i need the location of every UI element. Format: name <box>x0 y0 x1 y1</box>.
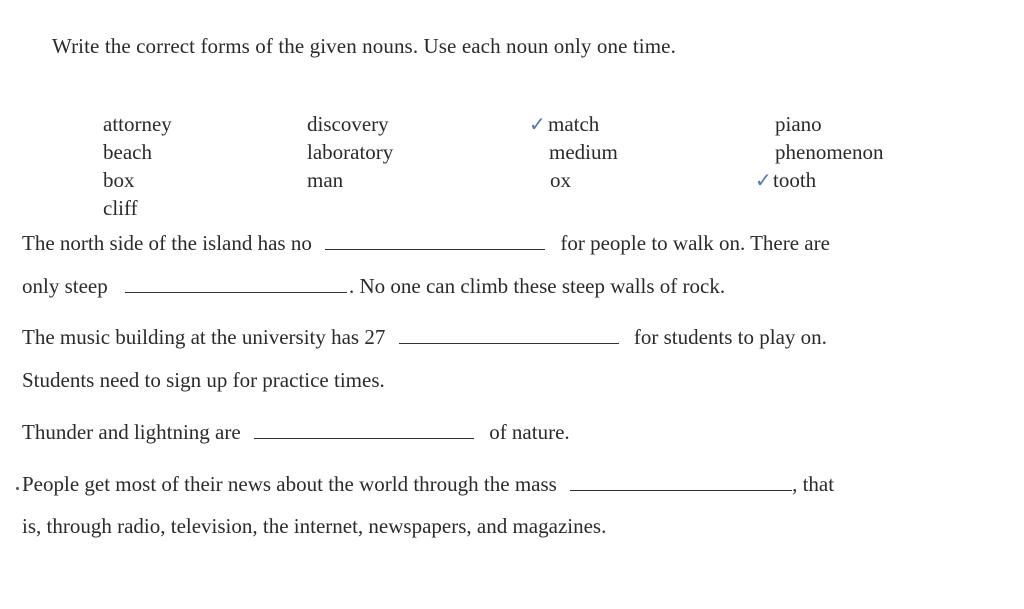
answer-blank[interactable] <box>125 274 347 293</box>
word-box: box <box>103 168 135 192</box>
sentence-1-line-1 <box>22 229 830 257</box>
word-tooth: tooth <box>773 168 817 192</box>
sentence-text: for people to walk on. There are <box>560 231 830 255</box>
sentence-text: is, through radio, television, the internet, newspapers, and magazines. <box>22 514 607 538</box>
word-discovery: discovery <box>307 112 389 136</box>
sentence-text: Thunder and lightning are <box>22 420 241 444</box>
word-match: match <box>548 112 600 136</box>
answer-blank[interactable] <box>325 231 545 250</box>
word-attorney: attorney <box>103 112 172 136</box>
sentence-3 <box>22 418 570 446</box>
sentence-text: The music building at the university has 27 <box>22 325 386 349</box>
word-medium: medium <box>549 140 618 164</box>
answer-blank[interactable] <box>399 325 619 344</box>
word-laboratory: laboratory <box>307 140 394 164</box>
sentence-text: The north side of the island has no <box>22 231 312 255</box>
sentence-text: People get most of their news about the world through the mass <box>22 472 557 496</box>
instructions: Write the correct forms of the given nouns. Use each noun only one time. <box>52 34 676 58</box>
word-piano: piano <box>775 112 822 136</box>
word-cliff: cliff <box>103 196 138 220</box>
answer-blank[interactable] <box>570 472 792 491</box>
sentence-text: . No one can climb these steep walls of rock. <box>348 274 726 298</box>
sentence-text: only steep <box>22 274 108 298</box>
stray-dot <box>16 487 19 490</box>
word-ox: ox <box>550 168 571 192</box>
word-phenomenon: phenomenon <box>775 140 884 164</box>
word-beach: beach <box>103 140 152 164</box>
sentence-text: , that <box>792 472 835 496</box>
word-man: man <box>307 168 344 192</box>
sentence-text: for students to play on. <box>633 325 827 349</box>
checkmark-icon: ✓ <box>529 112 546 136</box>
sentence-text: of nature. <box>489 420 570 444</box>
checkmark-icon: ✓ <box>755 168 772 192</box>
sentence-4-line-2 <box>22 512 606 540</box>
word-bank <box>0 0 1024 240</box>
sentence-text: Students need to sign up for practice times. <box>22 368 385 392</box>
sentence-4-line-1 <box>22 470 834 498</box>
sentence-1-line-2 <box>22 272 725 300</box>
answer-blank[interactable] <box>254 420 474 439</box>
sentence-2-line-2 <box>22 366 385 394</box>
sentence-2-line-1 <box>22 323 827 351</box>
